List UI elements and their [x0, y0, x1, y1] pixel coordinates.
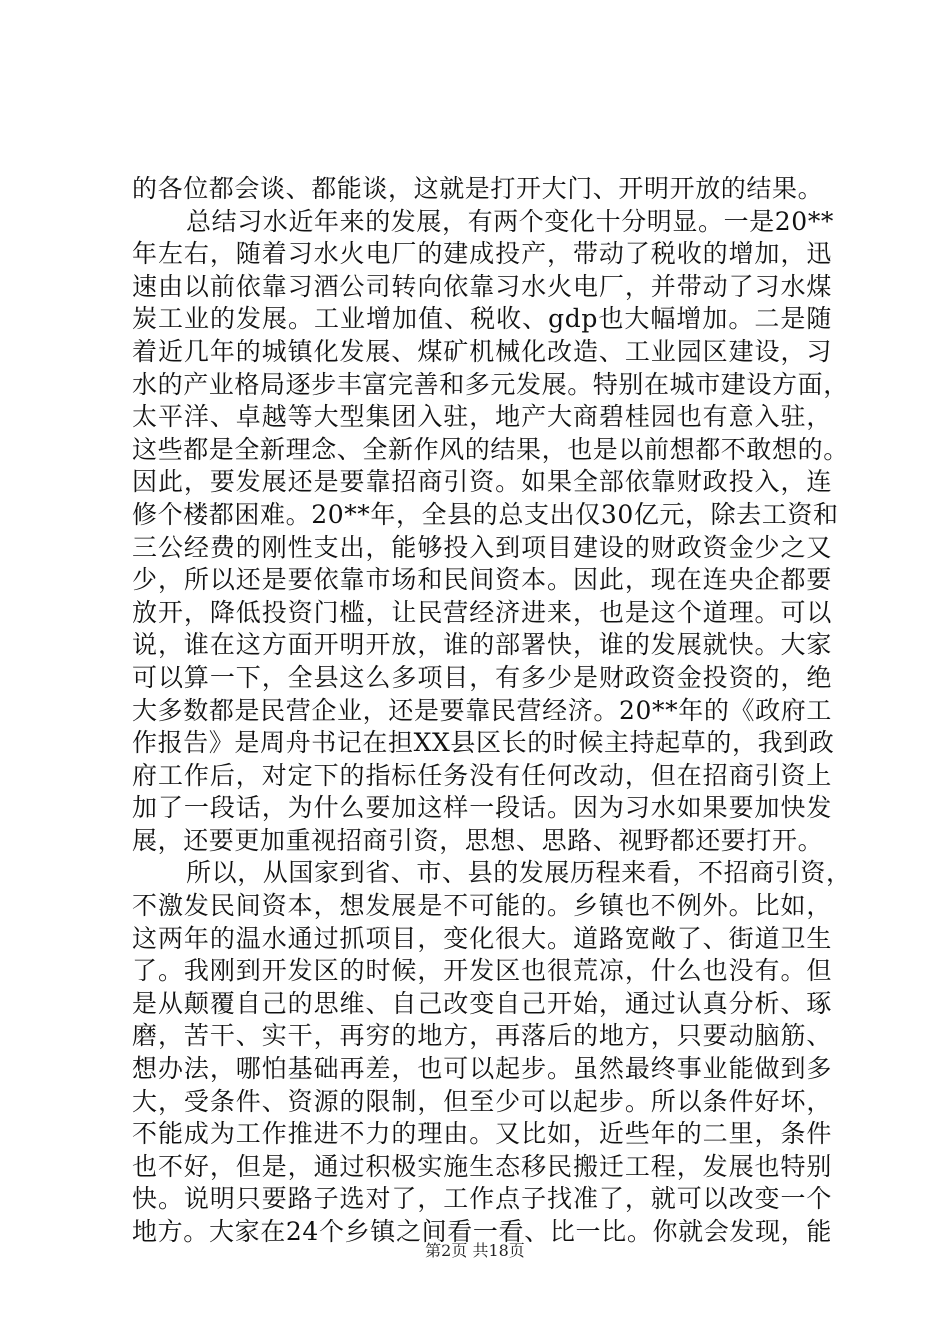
- text-line: 地方。大家在24个乡镇之间看一看、比一比。你就会发现，能: [132, 1217, 832, 1246]
- text-line: 少，所以还是要依靠市场和民间资本。因此，现在连央企都要: [132, 565, 832, 595]
- text-line: 想办法，哪怕基础再差，也可以起步。虽然最终事业能做到多: [132, 1054, 832, 1084]
- text-line: 不能成为工作推进不力的理由。又比如，近些年的二里，条件: [132, 1119, 832, 1149]
- text-line: 水的产业格局逐步丰富完善和多元发展。特别在城市建设方面，: [132, 369, 849, 399]
- text-line: 可以算一下，全县这么多项目，有多少是财政资金投资的，绝: [132, 662, 832, 692]
- text-line: 快。说明只要路子选对了，工作点子找准了，就可以改变一个: [132, 1184, 832, 1214]
- body-text: [132, 173, 852, 1249]
- text-line: 总结习水近年来的发展，有两个变化十分明显。一是20**: [186, 206, 835, 236]
- text-line: 不激发民间资本，想发展是不可能的。乡镇也不例外。比如，: [132, 891, 832, 921]
- text-line: 的各位都会谈、都能谈，这就是打开大门、开明开放的结果。: [132, 174, 824, 203]
- text-line: 展，还要更加重视招商引资，思想、思路、视野都还要打开。: [132, 825, 824, 855]
- text-line: 说，谁在这方面开明开放，谁的部署快，谁的发展就快。大家: [132, 630, 832, 660]
- text-line: 速由以前依靠习酒公司转向依靠习水火电厂，并带动了习水煤: [132, 271, 832, 301]
- text-line: 这两年的温水通过抓项目，变化很大。道路宽敞了、街道卫生: [132, 923, 832, 953]
- text-line: 修个楼都困难。20**年，全县的总支出仅30亿元，除去工资和: [132, 499, 839, 529]
- text-line: 加了一段话，为什么要加这样一段话。因为习水如果要加快发: [132, 793, 832, 823]
- text-line: 放开，降低投资门槛，让民营经济进来，也是这个道理。可以: [132, 597, 832, 627]
- text-line: 三公经费的刚性支出，能够投入到项目建设的财政资金少之又: [132, 532, 832, 562]
- text-line: 因此，要发展还是要靠招商引资。如果全部依靠财政投入，连: [132, 467, 832, 497]
- text-line: 炭工业的发展。工业增加值、税收、gdp也大幅增加。二是随: [132, 304, 832, 334]
- text-line: 了。我刚到开发区的时候，开发区也很荒凉，什么也没有。但: [132, 956, 832, 986]
- text-line: 府工作后，对定下的指标任务没有任何改动，但在招商引资上: [132, 760, 832, 790]
- text-line: 这些都是全新理念、全新作风的结果，也是以前想都不敢想的。: [132, 434, 849, 464]
- text-line: 着近几年的城镇化发展、煤矿机械化改造、工业园区建设，习: [132, 336, 832, 366]
- text-line: 作报告》是周舟书记在担XX县区长的时候主持起草的，我到政: [132, 728, 835, 758]
- page-footer: 第2页 共18页: [425, 1241, 525, 1260]
- text-line: 大，受条件、资源的限制，但至少可以起步。所以条件好坏，: [132, 1086, 832, 1116]
- text-line: 是从颠覆自己的思维、自己改变自己开始，通过认真分析、琢: [132, 988, 832, 1018]
- text-line: 磨，苦干、实干，再穷的地方，再落后的地方，只要动脑筋、: [132, 1021, 832, 1051]
- text-line: 年左右，随着习水火电厂的建成投产，带动了税收的增加，迅: [132, 239, 832, 269]
- text-line: 大多数都是民营企业，还是要靠民营经济。20**年的《政府工: [132, 695, 832, 725]
- text-line: 也不好，但是，通过积极实施生态移民搬迁工程，发展也特别: [132, 1151, 832, 1181]
- text-line: 所以，从国家到省、市、县的发展历程来看，不招商引资，: [186, 858, 852, 888]
- text-line: 太平洋、卓越等大型集团入驻，地产大商碧桂园也有意入驻，: [132, 402, 832, 432]
